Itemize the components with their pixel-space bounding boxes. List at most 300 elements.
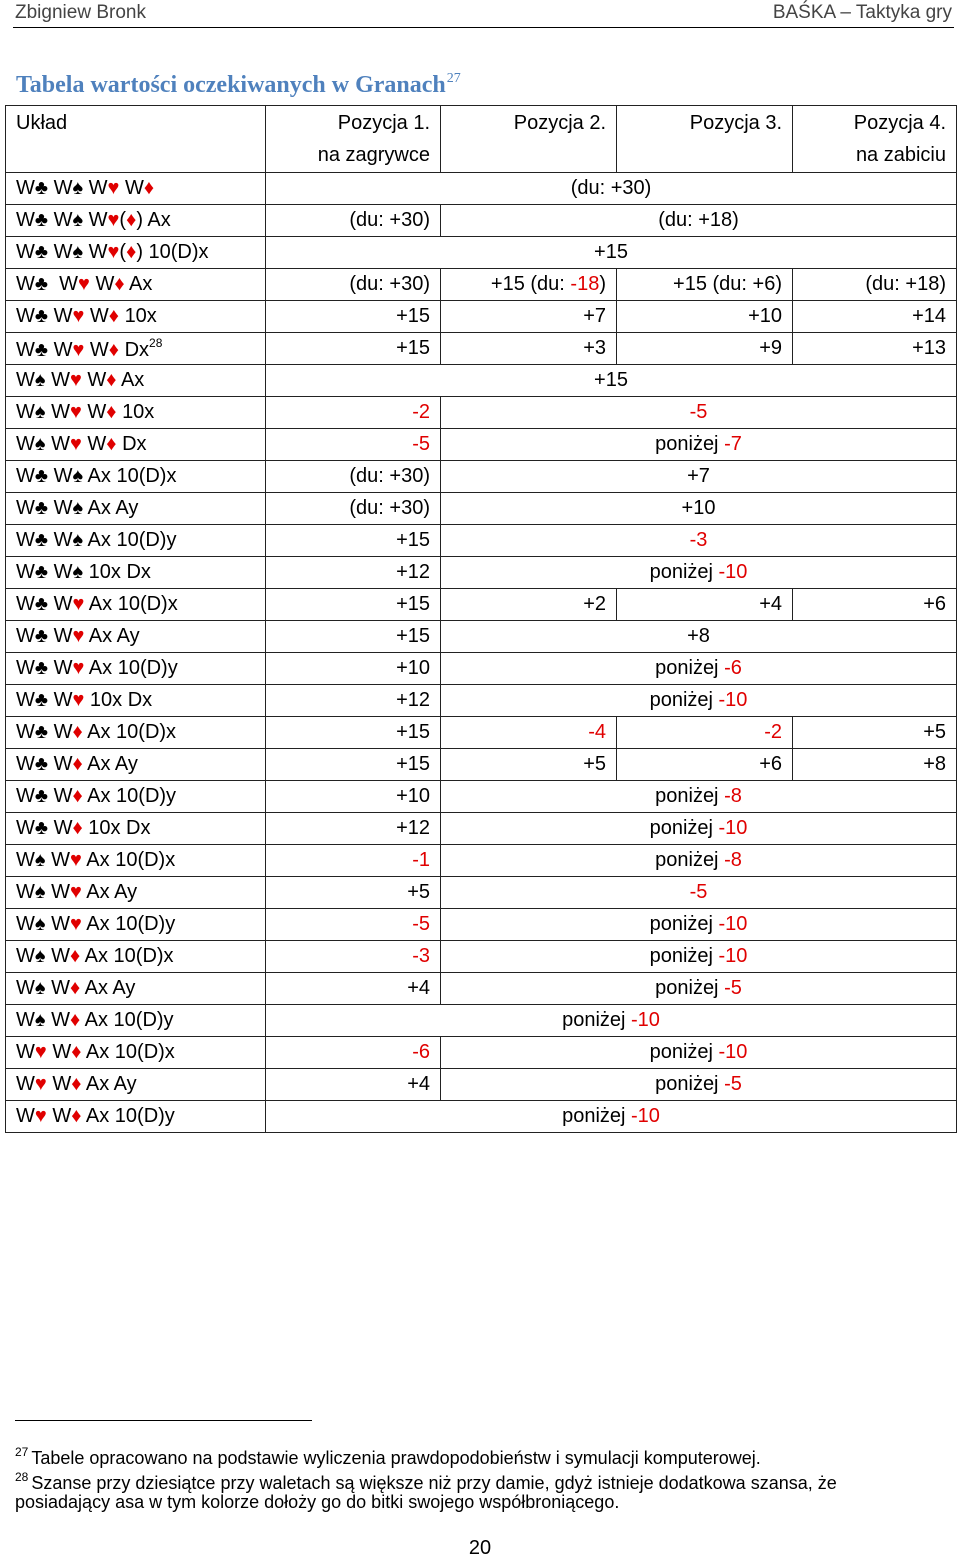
header-position-1-label: Pozycja 1. (337, 112, 430, 134)
hand-part: W (16, 529, 35, 551)
hand-part: W (53, 241, 73, 263)
value-text: +3 (583, 337, 606, 359)
table-row (6, 365, 957, 397)
hand-red-part: ♥ (72, 338, 90, 361)
hand-part: ♠ (34, 977, 52, 999)
value-cell (441, 877, 957, 909)
hand-cell (6, 301, 266, 333)
hand-part: W (87, 433, 107, 455)
value-text: poniżej (562, 1105, 632, 1127)
hand-part: ♣ (34, 753, 54, 775)
footnote-28-cont (15, 1490, 619, 1515)
value-cell (441, 525, 957, 557)
value-negative: -1 (412, 849, 430, 871)
hand-part: W (16, 977, 35, 999)
table-row (6, 237, 957, 269)
value-text: +5 (407, 881, 430, 903)
value-text: +10 (748, 305, 782, 327)
value-cell (266, 461, 441, 493)
hand-red-part: ♥ (69, 881, 87, 903)
value-text: +15 (396, 593, 430, 615)
hand-red-part: ♦ (71, 1073, 86, 1095)
hand-part: Ax (120, 369, 145, 391)
value-text: +12 (396, 689, 430, 711)
hand-part: Ax 10(D)x (88, 593, 178, 615)
value-cell (441, 941, 957, 973)
hand-part: W (53, 497, 73, 519)
value-cell (441, 973, 957, 1005)
table-row (6, 589, 957, 621)
header-position-3 (617, 106, 793, 173)
hand-part: W (16, 1041, 35, 1063)
hand-part: W (53, 689, 73, 711)
hand-part: W (16, 338, 35, 361)
table-row (6, 653, 957, 685)
hand-part: ♣ (34, 529, 54, 551)
value-negative: -10 (631, 1105, 660, 1127)
hand-part: Ax 10(D)y (87, 785, 177, 807)
hand-part: W (16, 561, 35, 583)
value-text: poniżej (649, 561, 719, 583)
value-cell (266, 1101, 957, 1133)
section-title-text: Tabela wartości oczekiwanych w Granach (16, 72, 446, 98)
header-position-4-sub: na zabiciu (855, 144, 946, 166)
hand-cell (6, 685, 266, 717)
value-cell (441, 269, 617, 301)
hand-part: W (16, 209, 35, 231)
table-header-row (6, 106, 957, 173)
value-text: +8 (923, 753, 946, 775)
value-text: +15 (594, 369, 628, 391)
hand-part: ♣ (34, 657, 54, 679)
value-cell (617, 589, 793, 621)
value-cell (266, 589, 441, 621)
header-layout-label: Układ (16, 112, 68, 134)
section-title (16, 71, 461, 99)
hand-cell (6, 877, 266, 909)
hand-part: W (16, 753, 35, 775)
hand-red-part: ♦ (72, 817, 89, 839)
value-cell (266, 429, 441, 461)
value-negative: -6 (724, 657, 742, 679)
hand-part: W (53, 785, 73, 807)
running-header-title: BAŚKA – Taktyka gry (772, 2, 952, 23)
table-row (6, 429, 957, 461)
table-row (6, 845, 957, 877)
value-cell (793, 269, 957, 301)
hand-part: ♠ (72, 465, 88, 487)
table-row (6, 1005, 957, 1037)
value-cell (793, 333, 957, 365)
hand-part: ♣ (34, 785, 54, 807)
value-text: poniżej (649, 817, 719, 839)
hand-part: ♣ (34, 338, 54, 361)
table-row (6, 909, 957, 941)
value-text: poniżej (655, 657, 725, 679)
header-layout (6, 106, 266, 173)
table-row (6, 205, 957, 237)
header-rule (13, 27, 954, 28)
hand-red-part: ♥ (72, 305, 90, 327)
value-text: +5 (923, 721, 946, 743)
value-cell (441, 621, 957, 653)
hand-part: W (16, 1105, 35, 1127)
value-cell (266, 365, 957, 397)
hand-red-part: ♦ (108, 338, 125, 361)
hand-red-part: ♦ (69, 945, 85, 967)
footnote-rule (15, 1420, 312, 1421)
hand-part: ♠ (34, 1009, 52, 1031)
value-cell (266, 717, 441, 749)
hand-red-part: ♥ (69, 401, 88, 423)
hand-red-part: ♥ (72, 657, 89, 679)
hand-cell (6, 1005, 266, 1037)
value-text: +6 (923, 593, 946, 615)
hand-red-part: ♦ (143, 177, 155, 199)
hand-part: 10x Dx (88, 561, 151, 583)
table-row (6, 621, 957, 653)
running-header-author: Zbigniew Bronk (15, 2, 146, 23)
hand-part: W (16, 913, 35, 935)
table-row (6, 173, 957, 205)
hand-part: 10x Dx (88, 817, 151, 839)
hand-part: W (16, 433, 35, 455)
hand-part: ♠ (72, 561, 89, 583)
hand-part: ♠ (34, 369, 52, 391)
value-text: +10 (396, 785, 430, 807)
hand-part: ♣ (34, 561, 54, 583)
value-cell (441, 205, 957, 237)
value-negative: -5 (689, 881, 708, 903)
hand-red-part: ♥ (34, 1105, 53, 1127)
header-position-1 (266, 106, 441, 173)
value-text: +4 (407, 977, 430, 999)
value-text: (du: +30) (570, 177, 652, 199)
hand-part: ♣ (34, 273, 60, 295)
value-negative: -18 (570, 273, 600, 295)
value-text: +8 (687, 625, 710, 647)
hand-cell (6, 365, 266, 397)
hand-part: W (53, 817, 73, 839)
hand-part: ♣ (34, 593, 54, 615)
header-position-2 (441, 106, 617, 173)
value-text: poniżej (655, 849, 725, 871)
value-cell (441, 685, 957, 717)
value-negative: -5 (724, 977, 742, 999)
value-negative: -10 (718, 945, 748, 967)
hand-part: Ax Ay (86, 881, 138, 903)
hand-red-part: ♦ (106, 401, 123, 423)
hand-part: W (16, 881, 35, 903)
hand-red-part: ♦ (72, 753, 88, 775)
hand-red-part: ♥ (78, 273, 96, 295)
value-text: +15 (du: (490, 273, 571, 295)
value-cell (266, 525, 441, 557)
hand-part: ♣ (34, 689, 54, 711)
hand-part: W (16, 945, 35, 967)
hand-red-part: ♥ (107, 241, 120, 263)
hand-part: ♠ (72, 209, 89, 231)
value-cell (441, 301, 617, 333)
value-cell (266, 621, 441, 653)
value-negative: -10 (631, 1009, 660, 1031)
hand-part: W (16, 497, 35, 519)
hand-part: ♠ (72, 177, 89, 199)
hand-part: ♠ (34, 433, 52, 455)
hand-part: W (95, 273, 115, 295)
hand-part: ♠ (72, 497, 88, 519)
value-text: (du: +30) (349, 497, 430, 519)
hand-part: ♣ (34, 305, 54, 327)
hand-red-part: ♦ (126, 209, 137, 231)
table-row (6, 493, 957, 525)
hand-part: W (16, 1009, 35, 1031)
value-cell (266, 845, 441, 877)
hand-cell (6, 845, 266, 877)
value-cell (441, 749, 617, 781)
hand-part: W (16, 817, 35, 839)
table-row (6, 1069, 957, 1101)
value-cell (266, 781, 441, 813)
value-cell (266, 1005, 957, 1037)
value-cell (441, 781, 957, 813)
hand-red-part: ♦ (114, 273, 130, 295)
hand-cell (6, 237, 266, 269)
hand-part: W (16, 689, 35, 711)
footnote-27-num: 27 (15, 1445, 29, 1459)
hand-part: 10x (122, 401, 155, 423)
hand-part: W (53, 338, 73, 361)
hand-part: W (53, 209, 73, 231)
hand-part: W (89, 338, 109, 361)
value-cell (266, 333, 441, 365)
value-cell (441, 333, 617, 365)
header-position-3-label: Pozycja 3. (689, 112, 782, 134)
hand-part: W (124, 177, 144, 199)
hand-part: Ax 10(D)x (87, 465, 177, 487)
hand-part: W (16, 305, 35, 327)
hand-red-part: ♦ (72, 721, 88, 743)
value-text: +15 (396, 625, 430, 647)
hand-part: Ax 10(D)x (85, 1041, 175, 1063)
value-text: +10 (681, 497, 716, 519)
value-text: (du: +18) (865, 273, 946, 295)
table-row (6, 813, 957, 845)
value-text: poniżej (649, 1041, 719, 1063)
table-row (6, 397, 957, 429)
hand-part: W (53, 305, 73, 327)
value-text: (du: +30) (349, 209, 430, 231)
hand-part: 10x (124, 305, 157, 327)
hand-part: ♣ (34, 177, 54, 199)
hand-cell (6, 269, 266, 301)
value-text: poniżej (655, 1073, 725, 1095)
hand-part: ♠ (72, 241, 89, 263)
hand-part: ♠ (34, 913, 52, 935)
hand-red-part: ♥ (107, 177, 125, 199)
value-negative: -5 (689, 401, 708, 423)
hand-red-part: ♦ (71, 1105, 86, 1127)
hand-red-part: ♥ (34, 1073, 53, 1095)
table-row (6, 685, 957, 717)
hand-part: ♣ (34, 497, 54, 519)
hand-part: W (16, 369, 35, 391)
hand-part: W (16, 625, 35, 647)
value-text: +6 (759, 753, 782, 775)
value-cell (441, 909, 957, 941)
hand-red-part: ♦ (69, 977, 85, 999)
value-text: poniżej (649, 913, 719, 935)
hand-part: W (53, 561, 73, 583)
hand-cell (6, 1101, 266, 1133)
value-text: poniżej (562, 1009, 632, 1031)
hand-red-part: ♦ (108, 305, 125, 327)
table-row (6, 717, 957, 749)
value-negative: -3 (689, 529, 708, 551)
footnote-ref: 28 (149, 335, 163, 350)
hand-red-part: ♥ (69, 913, 87, 935)
page-number: 20 (468, 1537, 492, 1559)
hand-part: W (53, 465, 73, 487)
value-cell (266, 237, 957, 269)
hand-part: ) 10(D)x (136, 241, 209, 263)
value-cell (793, 749, 957, 781)
hand-red-part: ♥ (34, 1041, 53, 1063)
expected-values-table (5, 105, 957, 1133)
hand-part: Ax Ay (88, 625, 140, 647)
hand-cell (6, 557, 266, 589)
value-negative: -4 (588, 721, 606, 743)
value-cell (441, 589, 617, 621)
value-text: +14 (912, 305, 946, 327)
hand-red-part: ♦ (71, 1041, 86, 1063)
hand-cell (6, 493, 266, 525)
hand-part: W (51, 881, 70, 903)
hand-part: ♣ (34, 625, 54, 647)
value-cell (617, 749, 793, 781)
value-cell (441, 429, 957, 461)
value-cell (617, 333, 793, 365)
value-cell (266, 173, 957, 205)
value-text: poniżej (649, 945, 719, 967)
value-cell (266, 1037, 441, 1069)
hand-part: W (16, 785, 35, 807)
hand-part: W (51, 1009, 70, 1031)
hand-part: W (51, 977, 70, 999)
value-cell (441, 845, 957, 877)
footnote-28-num: 28 (15, 1470, 29, 1484)
hand-red-part: ♥ (72, 593, 89, 615)
value-cell (441, 813, 957, 845)
hand-part: W (16, 273, 35, 295)
hand-part: W (16, 241, 35, 263)
value-negative: -3 (412, 945, 430, 967)
value-text: ) (599, 273, 606, 295)
value-cell (266, 301, 441, 333)
hand-part: W (89, 305, 109, 327)
hand-part: W (16, 593, 35, 615)
hand-red-part: ♥ (72, 689, 90, 711)
table-row (6, 749, 957, 781)
hand-cell (6, 941, 266, 973)
table-row (6, 877, 957, 909)
hand-part: W (51, 913, 70, 935)
hand-part: Ax 10(D)x (86, 849, 176, 871)
value-negative: -10 (718, 689, 748, 711)
hand-part: W (52, 1073, 72, 1095)
hand-part: Dx (122, 433, 147, 455)
hand-cell (6, 973, 266, 1005)
hand-part: ♠ (34, 849, 52, 871)
title-footnote-ref: 27 (446, 71, 461, 86)
hand-part: Ax Ay (87, 753, 138, 775)
hand-part: ♠ (34, 401, 52, 423)
value-negative: -10 (718, 817, 748, 839)
value-text: +4 (407, 1073, 430, 1095)
value-negative: -8 (724, 849, 742, 871)
value-text: +15 (396, 529, 430, 551)
hand-part: ( (119, 241, 127, 263)
table-row (6, 781, 957, 813)
value-negative: -8 (724, 785, 742, 807)
footnote-27-text: Tabele opracowano na podstawie wyliczenia prawdopodobieństw i symulacji komputerowej. (31, 1448, 761, 1468)
hand-cell (6, 333, 266, 365)
value-cell (441, 653, 957, 685)
value-cell (617, 717, 793, 749)
value-text: poniżej (655, 785, 725, 807)
hand-cell (6, 173, 266, 205)
hand-part: W (16, 721, 35, 743)
hand-part: Ax 10(D)x (87, 721, 177, 743)
hand-part: W (16, 465, 35, 487)
table-row (6, 973, 957, 1005)
hand-part: W (51, 945, 70, 967)
footnote-28-text-cont: posiadający asa w tym kolorze dołoży go do bitki swojego współbroniącego. (15, 1492, 620, 1512)
value-cell (266, 877, 441, 909)
value-negative: -10 (718, 913, 748, 935)
value-text: +5 (583, 753, 606, 775)
hand-part: W (51, 433, 70, 455)
value-text: +7 (583, 305, 606, 327)
hand-part: ♠ (34, 881, 52, 903)
value-negative: -2 (412, 401, 430, 423)
value-text: +12 (396, 561, 430, 583)
hand-cell (6, 781, 266, 813)
hand-cell (6, 461, 266, 493)
value-cell (266, 397, 441, 429)
table-row (6, 1101, 957, 1133)
hand-part: W (16, 177, 35, 199)
value-text: +15 (396, 305, 430, 327)
value-text: +7 (687, 465, 710, 487)
value-negative: -5 (724, 1073, 742, 1095)
value-cell (441, 397, 957, 429)
value-cell (266, 493, 441, 525)
hand-cell (6, 205, 266, 237)
value-cell (617, 269, 793, 301)
hand-red-part: ♦ (126, 241, 137, 263)
hand-part: W (88, 241, 108, 263)
value-cell (266, 973, 441, 1005)
hand-red-part: ♥ (69, 849, 87, 871)
value-cell (617, 301, 793, 333)
value-negative: -7 (724, 433, 742, 455)
table-row (6, 301, 957, 333)
hand-red-part: ♦ (72, 785, 88, 807)
hand-part: Ax Ay (84, 977, 136, 999)
hand-part: W (51, 401, 70, 423)
value-text: (du: +18) (658, 209, 739, 231)
